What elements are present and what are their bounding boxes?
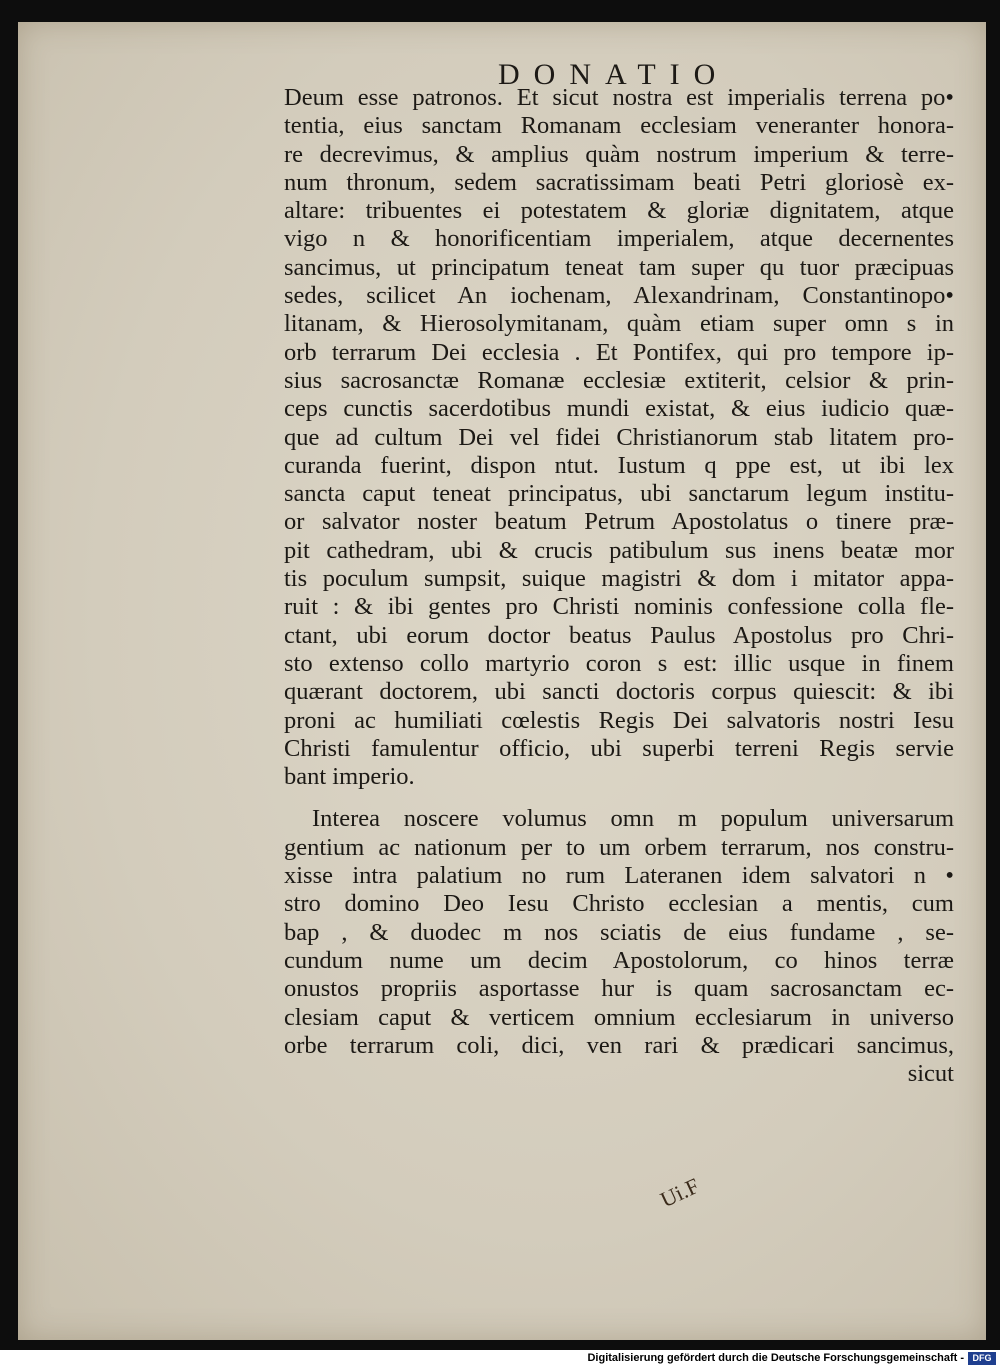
text-line: litanam, & Hierosolymitanam, quàm etiam super omn s in — [284, 310, 954, 338]
text-line: ceps cunctis sacerdotibus mundi existat, & eius iudicio quæ- — [284, 395, 954, 423]
text-line: re decrevimus, & amplius quàm nostrum imperium & terre- — [284, 140, 954, 168]
text-line: vigo n & honorificentiam imperialem, atque decernentes — [284, 225, 954, 253]
paragraph-2 — [284, 805, 954, 1060]
text-line: pit cathedram, ubi & crucis patibulum sus inens beatæ mor — [284, 536, 954, 564]
text-line: or salvator noster beatum Petrum Apostolatus o tinere præ- — [284, 508, 954, 536]
text-line: que ad cultum Dei vel fidei Christianorum stab litatem pro- — [284, 423, 954, 451]
text-line: Interea noscere volumus omn m populum universarum — [312, 805, 954, 833]
signature-mark: Ui.F — [656, 1172, 703, 1213]
digitization-footer — [0, 1350, 1000, 1368]
funding-credit: Digitalisierung gefördert durch die Deutsche Forschungsgemeinschaft - — [587, 1352, 964, 1364]
text-line: clesiam caput & verticem omnium ecclesiarum in universo — [284, 1003, 954, 1031]
text-line: orb terrarum Dei ecclesia . Et Pontifex, qui pro tempore ip- — [284, 338, 954, 366]
text-line: proni ac humiliati cœlestis Regis Dei salvatoris nostri Iesu — [284, 706, 954, 734]
text-line: tentia, eius sanctam Romanam ecclesiam veneranter honora- — [284, 112, 954, 140]
text-line: num thronum, sedem sacratissimam beati Petri gloriosè ex- — [284, 168, 954, 196]
dfg-logo-icon: DFG — [968, 1352, 996, 1365]
text-line: gentium ac nationum per to um orbem terrarum, nos constru- — [284, 833, 954, 861]
text-line: Christi famulentur officio, ubi superbi terreni Regis servie — [284, 734, 954, 762]
text-line: bant imperio. — [284, 763, 415, 791]
text-line: curanda fuerint, dispon ntut. Iustum q ppe est, ut ibi lex — [284, 451, 954, 479]
catchword: sicut — [907, 1060, 954, 1088]
text-line: sancta caput teneat principatus, ubi sanctarum legum institu- — [284, 480, 954, 508]
page-text — [284, 84, 954, 1088]
text-line: quærant doctorem, ubi sancti doctoris corpus quiescit: & ibi — [284, 678, 954, 706]
text-line: sto extenso collo martyrio coron s est: illic usque in finem — [284, 649, 954, 677]
text-line: onustos propriis asportasse hur is quam sacrosanctam ec- — [284, 975, 954, 1003]
text-line: sancimus, ut principatum teneat tam super qu tuor præcipuas — [284, 253, 954, 281]
text-line: bap , & duodec m nos sciatis de eius fundame , se- — [284, 918, 954, 946]
running-head: DONATIO — [498, 58, 730, 91]
text-line: sedes, scilicet An iochenam, Alexandrinam, Constantinopo• — [284, 282, 954, 310]
text-line: Deum esse patronos. Et sicut nostra est imperialis terrena po• — [284, 84, 954, 111]
paragraph-1 — [284, 84, 954, 791]
text-line: cundum nume um decim Apostolorum, co hinos terræ — [284, 946, 954, 974]
text-line: ctant, ubi eorum doctor beatus Paulus Apostolus pro Chri- — [284, 621, 954, 649]
text-line: orbe terrarum coli, dici, ven rari & prædicari sancimus, — [284, 1031, 954, 1059]
text-line: tis poculum sumpsit, suique magistri & dom i mitator appa- — [284, 565, 954, 593]
text-line: ruit : & ibi gentes pro Christi nominis confessione colla fle- — [284, 593, 954, 621]
text-line: xisse intra palatium no rum Lateranen idem salvatori n • — [284, 862, 954, 890]
text-line: stro domino Deo Iesu Christo ecclesian a mentis, cum — [284, 890, 954, 918]
text-line: altare: tribuentes ei potestatem & gloriæ dignitatem, atque — [284, 197, 954, 225]
text-line: sius sacrosanctæ Romanæ ecclesiæ extiterit, celsior & prin- — [284, 366, 954, 394]
